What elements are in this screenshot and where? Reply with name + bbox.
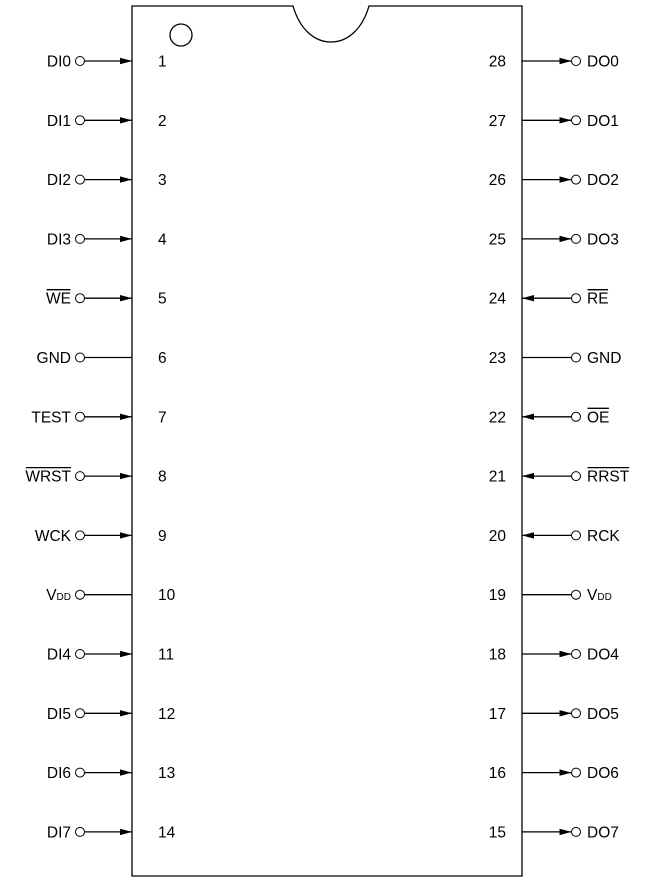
pin-name-text: RCK — [587, 527, 620, 545]
pin-19-name-vdd — [587, 587, 612, 604]
pin-9 — [35, 528, 167, 545]
pin-20 — [489, 528, 621, 545]
pin-14 — [47, 824, 176, 841]
pin-number: 15 — [488, 824, 506, 842]
pin-name-text: DO5 — [587, 705, 619, 723]
pin-16-name-do6 — [587, 765, 619, 782]
pin-19 — [489, 587, 612, 604]
pin-name-text: DI2 — [46, 172, 71, 190]
pin-2-name-di1 — [47, 113, 71, 130]
pin-terminal-circle — [76, 531, 85, 540]
output-arrow-icon — [560, 769, 572, 775]
pin-name-text: DI4 — [46, 646, 71, 664]
pin-terminal-circle — [76, 234, 85, 243]
pin-number: 23 — [488, 350, 506, 367]
left-pin-column — [25, 54, 175, 842]
pin-terminal-circle — [572, 234, 581, 243]
pin-terminal-circle — [572, 472, 581, 481]
pin-18-name-do4 — [587, 647, 619, 664]
pin-4-name-di3 — [47, 231, 71, 248]
pin-name-text: DI6 — [46, 765, 71, 783]
input-arrow-icon — [120, 58, 132, 64]
pin-26 — [489, 172, 619, 189]
pin-1 — [47, 54, 167, 71]
input-arrow-icon — [120, 117, 132, 123]
pin-28 — [489, 54, 620, 71]
pin-terminal-circle — [76, 294, 85, 303]
output-arrow-icon — [560, 710, 572, 716]
input-arrow-icon — [522, 532, 534, 538]
pin-number: 26 — [488, 172, 506, 190]
pin-18 — [489, 647, 620, 664]
pin-22 — [489, 408, 610, 426]
pin-number: 16 — [488, 765, 506, 783]
pin-23-name-gnd — [587, 350, 621, 367]
output-arrow-icon — [560, 236, 572, 242]
ic-package-body — [132, 6, 522, 876]
pin-name-text: GND — [36, 350, 71, 367]
pin-1-name-di0 — [47, 54, 72, 71]
input-arrow-icon — [120, 651, 132, 657]
pin-terminal-circle — [572, 57, 581, 66]
pin-terminal-circle — [572, 116, 581, 125]
pin-name-subscript: DD — [56, 592, 71, 604]
pin-22-name-oe — [587, 409, 609, 426]
output-arrow-icon — [560, 58, 572, 64]
pin-number: 22 — [488, 409, 506, 427]
pin-terminal-circle — [76, 116, 85, 125]
input-arrow-icon — [120, 532, 132, 538]
output-arrow-icon — [560, 117, 572, 123]
pin-5-name-we — [46, 291, 71, 308]
pin-number: 17 — [488, 705, 506, 723]
pin-10-name-vdd — [46, 587, 71, 604]
pin-name-text: DO3 — [587, 231, 619, 249]
input-arrow-icon — [522, 473, 534, 479]
pin-terminal-circle — [76, 57, 85, 66]
input-arrow-icon — [120, 769, 132, 775]
pin-name-text: WCK — [34, 527, 71, 545]
pin-name-text: DO2 — [587, 172, 619, 190]
pin-name-text: WE — [46, 290, 71, 308]
input-arrow-icon — [120, 295, 132, 301]
pin-25 — [489, 231, 619, 248]
pin-terminal-circle — [572, 531, 581, 540]
pin-17 — [489, 706, 619, 723]
pin-name-text: DO6 — [587, 765, 619, 783]
output-arrow-icon — [560, 829, 572, 835]
pin-terminal-circle — [572, 175, 581, 184]
pin-number: 24 — [488, 290, 506, 308]
pin-10 — [46, 587, 175, 604]
pin-16 — [489, 765, 619, 782]
pin-terminal-circle — [572, 294, 581, 303]
pin-terminal-circle — [76, 590, 85, 599]
pin-28-name-do0 — [587, 54, 619, 71]
pin-number: 4 — [158, 231, 167, 249]
pin-name-text: DO0 — [587, 53, 619, 71]
input-arrow-icon — [522, 414, 534, 420]
pin-13-name-di6 — [47, 765, 71, 782]
pin-15-name-do7 — [587, 824, 619, 841]
pin-number: 6 — [158, 350, 167, 367]
pin-12 — [47, 706, 175, 723]
pin-terminal-circle — [572, 768, 581, 777]
pin-15 — [489, 824, 619, 841]
pin-number: 5 — [158, 290, 167, 308]
pin-number: 19 — [488, 587, 506, 605]
pin-name-text: DI3 — [46, 231, 71, 249]
pin-number: 7 — [158, 409, 167, 427]
pin-number: 27 — [488, 112, 506, 130]
pin-number: 8 — [158, 468, 167, 486]
pin-terminal-circle — [76, 650, 85, 659]
pin-terminal-circle — [572, 650, 581, 659]
pin-name-subscript: DD — [597, 592, 612, 604]
pin-12-name-di5 — [47, 706, 71, 723]
output-arrow-icon — [560, 651, 572, 657]
pin-number: 10 — [158, 587, 176, 605]
pin-7 — [31, 409, 166, 426]
pin-number: 18 — [488, 646, 506, 664]
pin-3-name-di2 — [47, 172, 71, 189]
pin-21-name-rrst — [587, 469, 630, 486]
pin-name-text: DI0 — [46, 53, 71, 71]
pin-20-name-rck — [587, 528, 620, 545]
pin-terminal-circle — [76, 768, 85, 777]
output-arrow-icon — [560, 176, 572, 182]
pin-number: 21 — [488, 468, 506, 486]
input-arrow-icon — [522, 295, 534, 301]
pin-terminal-circle — [572, 590, 581, 599]
pin-11 — [47, 647, 174, 664]
pin-terminal-circle — [76, 175, 85, 184]
pin-6 — [37, 350, 167, 367]
pin-name-text: DO7 — [587, 824, 619, 842]
pin-27-name-do1 — [587, 113, 619, 130]
pin-6-name-gnd — [37, 350, 71, 367]
pin-name-text: WRST — [25, 468, 71, 486]
pin-name-text: DI7 — [46, 824, 71, 842]
pin-24 — [489, 290, 609, 308]
pin-terminal-circle — [76, 827, 85, 836]
pin-2 — [47, 113, 167, 130]
pin-number: 2 — [158, 112, 167, 130]
input-arrow-icon — [120, 473, 132, 479]
pin-terminal-circle — [76, 709, 85, 718]
pin-number: 3 — [158, 172, 167, 190]
pin-number: 14 — [158, 824, 176, 842]
pin-name-text: RRST — [587, 468, 630, 486]
pin-number: 9 — [158, 527, 167, 545]
input-arrow-icon — [120, 829, 132, 835]
pin-7-name-test — [31, 409, 71, 426]
pin-name-text: TEST — [31, 409, 71, 427]
pin-number: 1 — [158, 53, 167, 71]
pin-3 — [47, 172, 167, 189]
pin-number: 28 — [488, 53, 506, 71]
pin-14-name-di7 — [47, 824, 71, 841]
pin-terminal-circle — [572, 353, 581, 362]
pin-11-name-di4 — [47, 647, 72, 664]
input-arrow-icon — [120, 414, 132, 420]
pin-terminal-circle — [76, 412, 85, 421]
pin-8-name-wrst — [25, 469, 71, 486]
pin-name-text: V — [46, 587, 57, 605]
pin-number: 13 — [158, 765, 176, 783]
pin-terminal-circle — [572, 827, 581, 836]
pin-27 — [489, 113, 619, 130]
input-arrow-icon — [120, 710, 132, 716]
pin-name-text: DO1 — [587, 112, 619, 130]
input-arrow-icon — [120, 236, 132, 242]
pin-terminal-circle — [76, 353, 85, 362]
pin-terminal-circle — [76, 472, 85, 481]
pin-24-name-re — [587, 291, 609, 308]
pin-name-text: DI5 — [46, 705, 71, 723]
pin-21 — [489, 468, 630, 486]
pin-name-text: RE — [587, 290, 609, 308]
pin-number: 11 — [158, 646, 175, 664]
pin-8 — [25, 468, 166, 486]
pin-name-text: V — [587, 587, 598, 605]
pin-25-name-do3 — [587, 231, 619, 248]
pin-name-text: DO4 — [587, 646, 619, 664]
pin-number: 25 — [488, 231, 506, 249]
pin-number: 20 — [488, 527, 506, 545]
pin-9-name-wck — [35, 528, 72, 545]
pin-26-name-do2 — [587, 172, 619, 189]
right-pin-column — [489, 54, 630, 842]
pin-number: 12 — [158, 705, 176, 723]
input-arrow-icon — [120, 176, 132, 182]
pin-terminal-circle — [572, 709, 581, 718]
pin-13 — [47, 765, 175, 782]
pin-5 — [46, 290, 167, 308]
pin-23 — [489, 350, 622, 367]
pin-17-name-do5 — [587, 706, 619, 723]
pin1-marker-dot — [170, 24, 192, 46]
pin-name-text: DI1 — [46, 112, 71, 130]
pin-4 — [47, 231, 167, 248]
pin-name-text: GND — [587, 350, 622, 367]
pin-name-text: OE — [587, 409, 610, 427]
pin-terminal-circle — [572, 412, 581, 421]
